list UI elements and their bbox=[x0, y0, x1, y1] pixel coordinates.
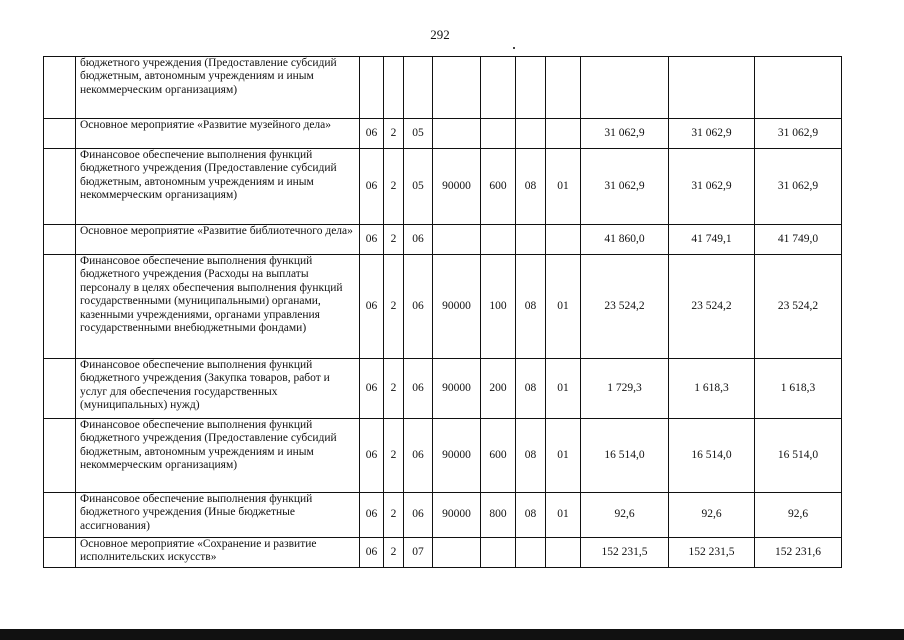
row-description: бюджетного учреждения (Предоставление субсидий бюджетным, автономным учреждениям и иным некоммерческим организациям) bbox=[76, 57, 360, 119]
row-number-cell bbox=[44, 359, 76, 419]
code-section: 08 bbox=[516, 419, 546, 493]
code-subsection: 01 bbox=[546, 149, 581, 225]
code-event bbox=[404, 57, 433, 119]
code-section: 08 bbox=[516, 149, 546, 225]
table-row bbox=[44, 57, 842, 119]
row-number-cell bbox=[44, 493, 76, 538]
amount-year-1 bbox=[581, 57, 669, 119]
code-subprogram: 2 bbox=[384, 225, 404, 255]
code-program: 06 bbox=[360, 225, 384, 255]
row-number-cell bbox=[44, 538, 76, 568]
code-section bbox=[516, 119, 546, 149]
table-row bbox=[44, 255, 842, 359]
code-direction bbox=[433, 538, 481, 568]
code-section bbox=[516, 225, 546, 255]
amount-year-1: 16 514,0 bbox=[581, 419, 669, 493]
code-subsection: 01 bbox=[546, 419, 581, 493]
row-description: Основное мероприятие «Сохранение и развитие исполнительских искусств» bbox=[76, 538, 360, 568]
table-row bbox=[44, 119, 842, 149]
amount-year-1: 23 524,2 bbox=[581, 255, 669, 359]
code-subsection bbox=[546, 225, 581, 255]
amount-year-3: 1 618,3 bbox=[755, 359, 842, 419]
table-row bbox=[44, 538, 842, 568]
amount-year-3 bbox=[755, 57, 842, 119]
budget-table bbox=[43, 56, 842, 568]
code-expense-type bbox=[481, 57, 516, 119]
amount-year-3: 41 749,0 bbox=[755, 225, 842, 255]
code-program: 06 bbox=[360, 149, 384, 225]
code-direction bbox=[433, 57, 481, 119]
row-number-cell bbox=[44, 225, 76, 255]
code-event: 05 bbox=[404, 119, 433, 149]
amount-year-3: 31 062,9 bbox=[755, 119, 842, 149]
code-direction: 90000 bbox=[433, 359, 481, 419]
code-section: 08 bbox=[516, 359, 546, 419]
row-description: Финансовое обеспечение выполнения функций бюджетного учреждения (Предоставление субсидий бюджетным, автономным учреждениям и иным некоммерческим организациям) bbox=[76, 419, 360, 493]
code-section bbox=[516, 57, 546, 119]
code-subprogram: 2 bbox=[384, 419, 404, 493]
row-description: Финансовое обеспечение выполнения функций бюджетного учреждения (Предоставление субсидий бюджетным, автономным учреждениям и иным некоммерческим организациям) bbox=[76, 149, 360, 225]
code-event: 06 bbox=[404, 255, 433, 359]
scan-speck bbox=[513, 47, 515, 49]
row-number-cell bbox=[44, 119, 76, 149]
amount-year-2: 92,6 bbox=[669, 493, 755, 538]
table-row bbox=[44, 359, 842, 419]
table-row bbox=[44, 493, 842, 538]
amount-year-3: 16 514,0 bbox=[755, 419, 842, 493]
amount-year-1: 31 062,9 bbox=[581, 149, 669, 225]
code-program: 06 bbox=[360, 255, 384, 359]
code-direction bbox=[433, 225, 481, 255]
code-program: 06 bbox=[360, 359, 384, 419]
table-row bbox=[44, 149, 842, 225]
code-direction bbox=[433, 119, 481, 149]
table-body bbox=[44, 57, 842, 568]
code-direction: 90000 bbox=[433, 149, 481, 225]
code-subsection bbox=[546, 538, 581, 568]
row-description: Основное мероприятие «Развитие библиотечного дела» bbox=[76, 225, 360, 255]
amount-year-2: 31 062,9 bbox=[669, 149, 755, 225]
amount-year-2 bbox=[669, 57, 755, 119]
row-description: Финансовое обеспечение выполнения функций бюджетного учреждения (Иные бюджетные ассигнования) bbox=[76, 493, 360, 538]
amount-year-1: 92,6 bbox=[581, 493, 669, 538]
code-direction: 90000 bbox=[433, 419, 481, 493]
code-subsection: 01 bbox=[546, 493, 581, 538]
amount-year-3: 23 524,2 bbox=[755, 255, 842, 359]
code-program: 06 bbox=[360, 538, 384, 568]
code-expense-type bbox=[481, 119, 516, 149]
amount-year-2: 23 524,2 bbox=[669, 255, 755, 359]
code-expense-type bbox=[481, 225, 516, 255]
row-number-cell bbox=[44, 149, 76, 225]
code-subprogram: 2 bbox=[384, 359, 404, 419]
row-description: Основное мероприятие «Развитие музейного дела» bbox=[76, 119, 360, 149]
code-section: 08 bbox=[516, 255, 546, 359]
code-expense-type: 100 bbox=[481, 255, 516, 359]
code-expense-type: 600 bbox=[481, 149, 516, 225]
code-subprogram: 2 bbox=[384, 538, 404, 568]
amount-year-2: 1 618,3 bbox=[669, 359, 755, 419]
code-program bbox=[360, 57, 384, 119]
table-row bbox=[44, 419, 842, 493]
code-subprogram: 2 bbox=[384, 149, 404, 225]
amount-year-3: 31 062,9 bbox=[755, 149, 842, 225]
code-direction: 90000 bbox=[433, 255, 481, 359]
amount-year-1: 41 860,0 bbox=[581, 225, 669, 255]
scan-bottom-edge bbox=[0, 629, 904, 640]
amount-year-2: 41 749,1 bbox=[669, 225, 755, 255]
code-subsection bbox=[546, 57, 581, 119]
amount-year-1: 31 062,9 bbox=[581, 119, 669, 149]
amount-year-1: 1 729,3 bbox=[581, 359, 669, 419]
code-event: 06 bbox=[404, 493, 433, 538]
code-event: 07 bbox=[404, 538, 433, 568]
code-section bbox=[516, 538, 546, 568]
code-event: 06 bbox=[404, 359, 433, 419]
amount-year-2: 31 062,9 bbox=[669, 119, 755, 149]
row-number-cell bbox=[44, 255, 76, 359]
code-subprogram: 2 bbox=[384, 493, 404, 538]
row-number-cell bbox=[44, 57, 76, 119]
row-description: Финансовое обеспечение выполнения функций бюджетного учреждения (Закупка товаров, работ и услуг для обеспечения государственных (муниципальных) нужд) bbox=[76, 359, 360, 419]
amount-year-2: 152 231,5 bbox=[669, 538, 755, 568]
amount-year-3: 152 231,6 bbox=[755, 538, 842, 568]
code-section: 08 bbox=[516, 493, 546, 538]
code-subsection bbox=[546, 119, 581, 149]
amount-year-1: 152 231,5 bbox=[581, 538, 669, 568]
code-program: 06 bbox=[360, 119, 384, 149]
code-event: 06 bbox=[404, 419, 433, 493]
code-program: 06 bbox=[360, 419, 384, 493]
code-expense-type bbox=[481, 538, 516, 568]
row-number-cell bbox=[44, 419, 76, 493]
code-program: 06 bbox=[360, 493, 384, 538]
code-expense-type: 800 bbox=[481, 493, 516, 538]
code-subprogram: 2 bbox=[384, 255, 404, 359]
amount-year-3: 92,6 bbox=[755, 493, 842, 538]
code-expense-type: 600 bbox=[481, 419, 516, 493]
code-event: 05 bbox=[404, 149, 433, 225]
code-subprogram: 2 bbox=[384, 119, 404, 149]
code-event: 06 bbox=[404, 225, 433, 255]
page-number: 292 bbox=[430, 27, 450, 42]
code-subprogram bbox=[384, 57, 404, 119]
code-subsection: 01 bbox=[546, 255, 581, 359]
row-description: Финансовое обеспечение выполнения функций бюджетного учреждения (Расходы на выплаты персоналу в целях обеспечения выполнения функций государственными (муниципальными) органами, казенными учреждениями, органами управления государственными внебюджетными фондами) bbox=[76, 255, 360, 359]
code-subsection: 01 bbox=[546, 359, 581, 419]
table-row bbox=[44, 225, 842, 255]
code-expense-type: 200 bbox=[481, 359, 516, 419]
code-direction: 90000 bbox=[433, 493, 481, 538]
amount-year-2: 16 514,0 bbox=[669, 419, 755, 493]
